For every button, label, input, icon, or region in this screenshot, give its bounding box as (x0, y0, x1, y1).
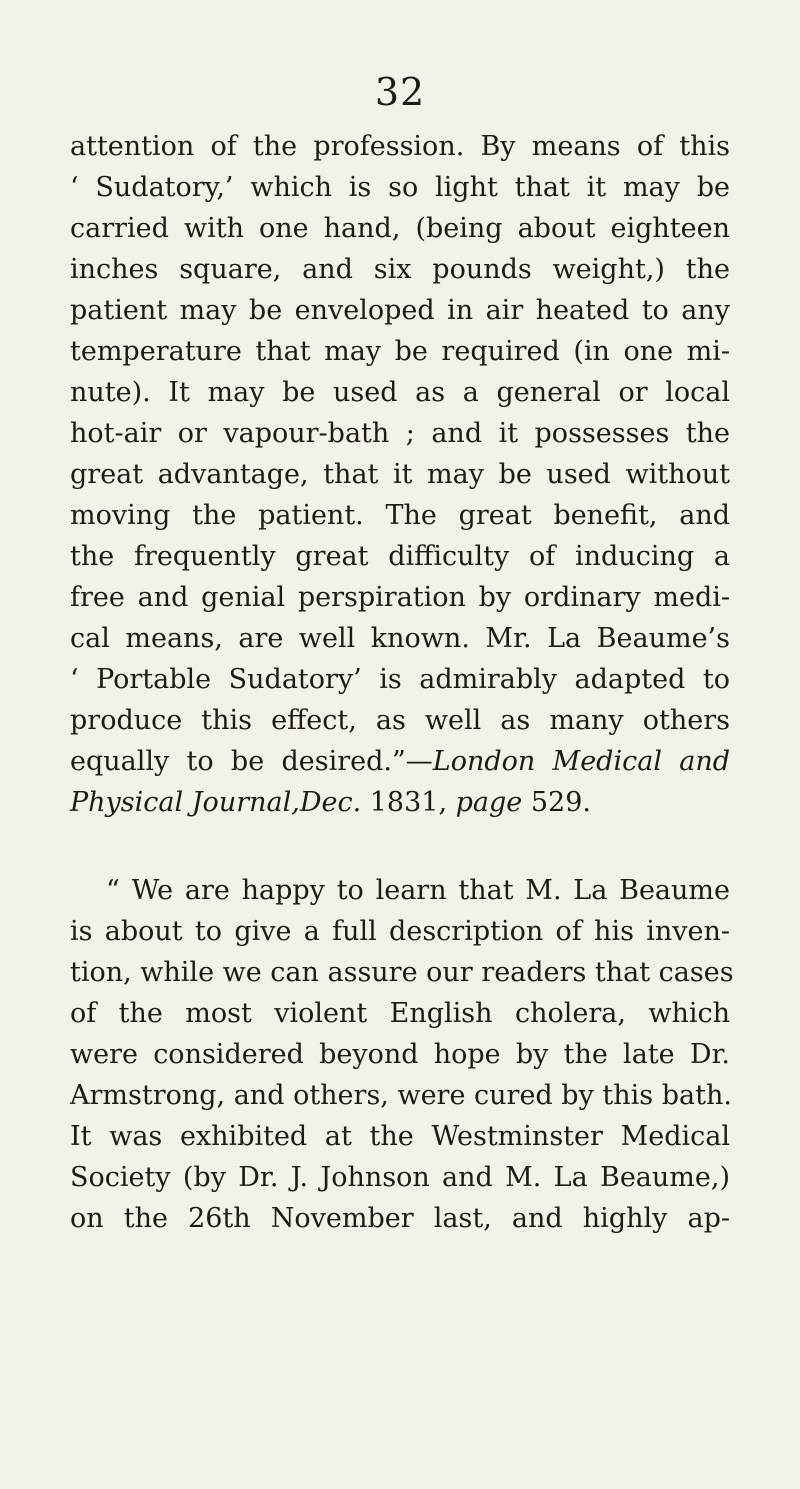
text-line: moving the patient. The great benefit, and (70, 500, 730, 531)
text-line-citation-start (70, 741, 730, 782)
journal-title-continued: Physical Journal, (70, 787, 300, 818)
citation-month: Dec. (299, 787, 362, 818)
text-line: tion, while we can assure our readers that cases (70, 957, 734, 988)
text-line: on the 26th November last, and highly ap- (70, 1203, 730, 1234)
paragraph-2 (70, 870, 734, 1239)
text-line: the frequently great difficulty of inducing a (70, 541, 730, 572)
text-line-citation-end (70, 782, 730, 823)
text-line: of the most violent English cholera, which (70, 998, 730, 1029)
journal-title: London Medical and (432, 746, 730, 777)
citation-page-label: page (455, 787, 523, 818)
text-line: attention of the profession. By means of this (70, 131, 730, 162)
paragraph-1 (70, 126, 730, 823)
text-line: “ We are happy to learn that M. La Beaume (106, 875, 730, 906)
page-number: 32 (374, 70, 426, 114)
citation-page-number: 529. (522, 787, 591, 818)
text-line: carried with one hand, (being about eighteen (70, 213, 730, 244)
text-line: nute). It may be used as a general or local (70, 377, 730, 408)
text-line: ‘ Portable Sudatory’ is admirably adapted to (70, 664, 730, 695)
text-line: temperature that may be required (in one mi- (70, 336, 730, 367)
text-line: patient may be enveloped in air heated to any (70, 295, 730, 326)
text-line: It was exhibited at the Westminster Medical (70, 1121, 730, 1152)
text-line: free and genial perspiration by ordinary medi- (70, 582, 730, 613)
quote-end-text: equally to be desired.”— (70, 746, 433, 777)
text-line: is about to give a full description of his inven- (70, 916, 730, 947)
text-line: cal means, are well known. Mr. La Beaume’s (70, 623, 730, 654)
text-line: produce this effect, as well as many others (70, 705, 730, 736)
text-line: ‘ Sudatory,’ which is so light that it may be (70, 172, 730, 203)
text-line: were considered beyond hope by the late Dr. (70, 1039, 730, 1070)
text-line: inches square, and six pounds weight,) the (70, 254, 730, 285)
text-line: hot-air or vapour-bath ; and it possesses the (70, 418, 730, 449)
text-line: Armstrong, and others, were cured by this bath. (70, 1080, 732, 1111)
text-line: great advantage, that it may be used without (70, 459, 730, 490)
text-line: Society (by Dr. J. Johnson and M. La Beaume,) (70, 1162, 730, 1193)
citation-year: 1831, (361, 787, 456, 818)
